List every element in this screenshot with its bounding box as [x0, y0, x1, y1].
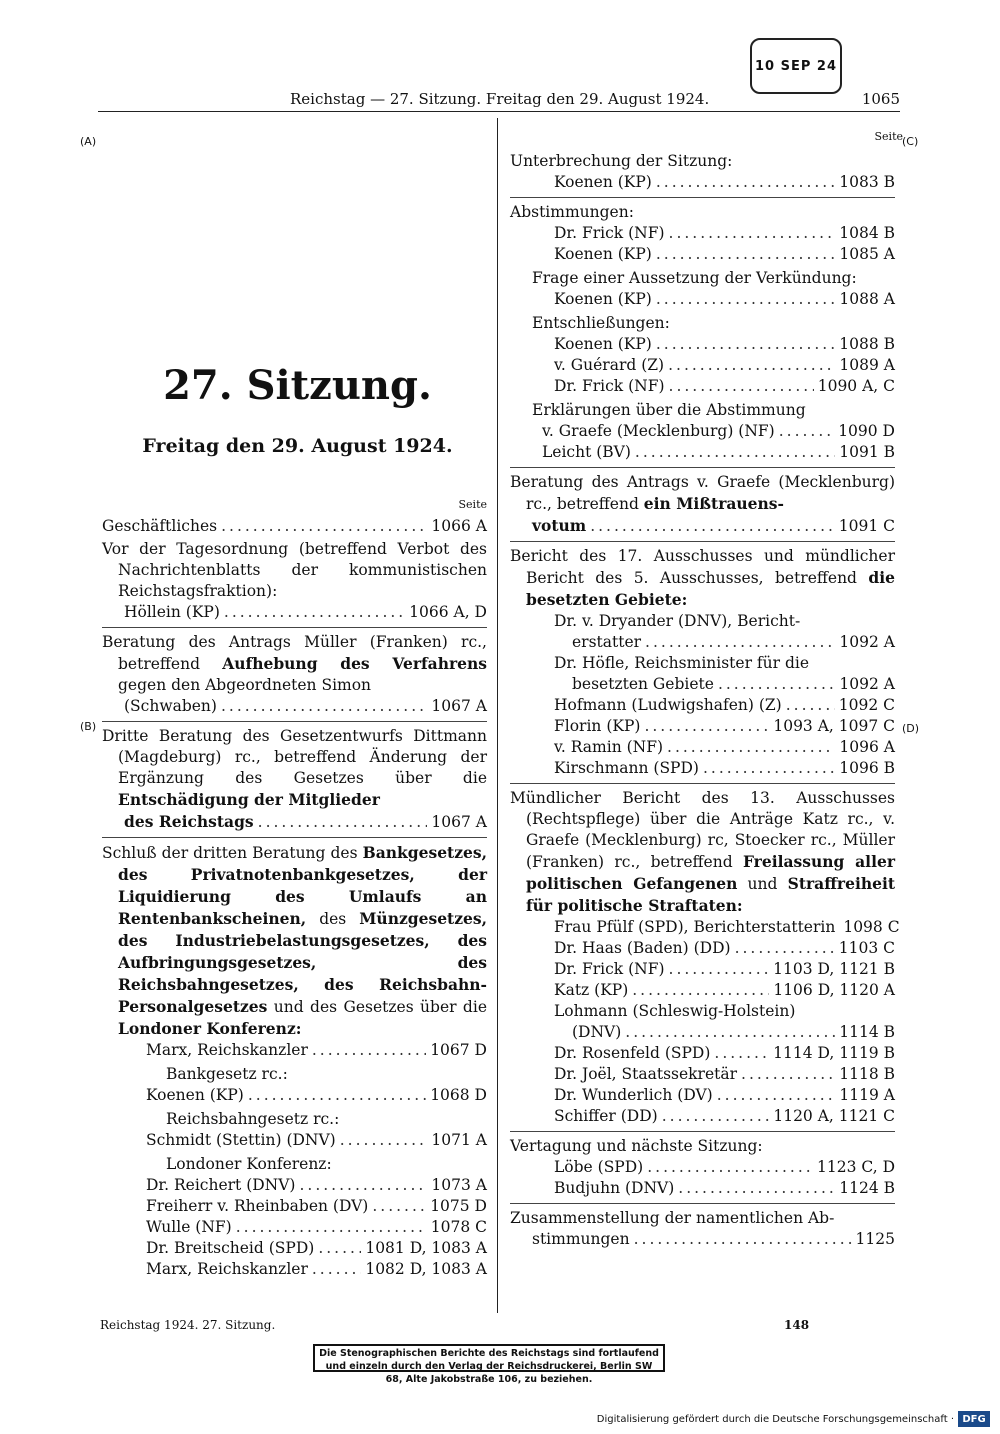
seite-label: Seite [874, 130, 903, 143]
session-date: Freitag den 29. August 1924. [142, 435, 453, 457]
page-number: 1065 [861, 90, 900, 108]
toc-section: Dritte Beratung des Gesetzentwurfs Dittmann (Magdeburg) rc., betreffend Änderung der Ergänzung des Gesetzes über die Entschädigung der Mitglieder [102, 727, 487, 809]
toc-entry: (DNV) ..... 1114 B [510, 1022, 895, 1043]
toc-subheading: Erklärungen über die Abstimmung [532, 401, 806, 419]
toc-entry-line: Dr. Höfle, Reichsminister für die [554, 654, 810, 672]
toc-entry: Wulle (NF) ..... 1078 C [102, 1217, 487, 1238]
toc-entry: Florin (KP) ..... 1093 A, 1097 C [510, 716, 895, 737]
toc-entry-line: Dr. v. Dryander (DNV), Bericht- [554, 612, 801, 630]
toc-entry: erstatter ..... 1092 A [510, 632, 895, 653]
digitization-credit: Digitalisierung gefördert durch die Deutsche Forschungsgemeinschaft · [596, 1414, 954, 1425]
toc-entry: Schmidt (Stettin) (DNV) ..... 1071 A [102, 1130, 487, 1151]
toc-entry: des Reichstags ..... 1067 A [102, 811, 487, 833]
toc-entry: besetzten Gebiete ..... 1092 A [510, 674, 895, 695]
divider [510, 783, 895, 784]
toc-entry: Frau Pfülf (SPD), Berichterstatterin 1098 C [554, 918, 900, 936]
toc-heading: Abstimmungen: [510, 203, 634, 221]
toc-heading: Vertagung und nächste Sitzung: [510, 1137, 763, 1155]
toc-section: Bericht des 17. Ausschusses und mündlicher Bericht des 5. Ausschusses, betreffend die besetzten Gebiete: [510, 547, 895, 609]
toc-entry: Hofmann (Ludwigshafen) (Z) ..... 1092 C [510, 695, 895, 716]
toc-entry: Koenen (KP) ..... 1085 A [510, 244, 895, 265]
toc-heading: Unterbrechung der Sitzung: [510, 152, 733, 170]
margin-marker-a: (A) [80, 135, 97, 148]
toc-entry: Dr. Frick (NF) ..... 1084 B [510, 223, 895, 244]
divider [510, 197, 895, 198]
toc-entry: Schiffer (DD) ..... 1120 A, 1121 C [510, 1106, 895, 1127]
toc-section: Beratung des Antrags v. Graefe (Mecklenburg) rc., betreffend ein Mißtrauens- [510, 473, 895, 513]
divider [510, 541, 895, 542]
divider [510, 1203, 895, 1204]
divider [102, 837, 487, 838]
footer-signature: Reichstag 1924. 27. Sitzung. [100, 1318, 276, 1332]
toc-entry: Budjuhn (DNV) ..... 1124 B [510, 1178, 895, 1199]
toc-entry: v. Graefe (Mecklenburg) (NF) ..... 1090 D [510, 421, 895, 442]
toc-entry: v. Ramin (NF) ..... 1096 A [510, 737, 895, 758]
divider [510, 1131, 895, 1132]
toc-entry: Dr. Frick (NF) ..... 1090 A, C [510, 376, 895, 397]
dfg-logo: DFG [958, 1411, 990, 1427]
toc-entry: (Schwaben) ..... 1067 A [102, 696, 487, 717]
toc-subheading: Bankgesetz rc.: [166, 1065, 288, 1083]
toc-subheading: Frage einer Aussetzung der Verkündung: [532, 269, 857, 287]
toc-subheading: Reichsbahngesetz rc.: [166, 1110, 340, 1128]
toc-entry: votum ..... 1091 C [510, 515, 895, 537]
toc-entry: stimmungen ..... 1125 [510, 1229, 895, 1250]
divider [510, 467, 895, 468]
toc-heading: Zusammenstellung der namentlichen Ab- [510, 1209, 835, 1227]
toc-entry: Katz (KP) ..... 1106 D, 1120 A [510, 980, 895, 1001]
toc-entry: Freiherr v. Rheinbaben (DV) ..... 1075 D [102, 1196, 487, 1217]
toc-entry: Marx, Reichskanzler ..... 1082 D, 1083 A [102, 1259, 487, 1280]
toc-left-column [102, 498, 487, 1280]
margin-marker-c: (C) [902, 135, 919, 148]
running-head-text: Reichstag — 27. Sitzung. Freitag den 29. August 1924. [290, 90, 710, 108]
divider [102, 721, 487, 722]
toc-entry: Dr. Frick (NF) ..... 1103 D, 1121 B [510, 959, 895, 980]
toc-entry: Kirschmann (SPD) ..... 1096 B [510, 758, 895, 779]
toc-entry: Dr. Wunderlich (DV) ..... 1119 A [510, 1085, 895, 1106]
archive-date-stamp: 10 SEP 24 [750, 38, 842, 94]
publisher-notice: Die Stenographischen Berichte des Reichstags sind fortlaufend und einzeln durch den Verlag der Reichsdruckerei, Berlin SW 68, Alte Jakobstraße 106, zu beziehen. [313, 1344, 665, 1372]
toc-entry: Dr. Haas (Baden) (DD) ..... 1103 C [510, 938, 895, 959]
session-title: 27. Sitzung. [163, 362, 432, 409]
margin-marker-b: (B) [80, 720, 97, 733]
toc-entry: Koenen (KP) ..... 1083 B [510, 172, 895, 193]
toc-entry: Koenen (KP) ..... 1088 B [510, 334, 895, 355]
header-rule [98, 111, 900, 112]
toc-entry: Leicht (BV) ..... 1091 B [510, 442, 895, 463]
toc-entry: Dr. Rosenfeld (SPD) ..... 1114 D, 1119 B [510, 1043, 895, 1064]
toc-section: Vor der Tagesordnung (betreffend Verbot des Nachrichtenblatts der kommunistischen Reichstagsfraktion): [102, 540, 487, 600]
toc-right-column [510, 130, 903, 1250]
toc-entry: Koenen (KP) ..... 1088 A [510, 289, 895, 310]
sheet-number: 148 [784, 1318, 810, 1332]
toc-section: Beratung des Antrags Müller (Franken) rc., betreffend Aufhebung des Verfahrens gegen den Abgeordneten Simon [102, 633, 487, 694]
toc-entry: Höllein (KP) ..... 1066 A, D [102, 602, 487, 623]
toc-entry-line: Lohmann (Schleswig-Holstein) [554, 1002, 796, 1020]
margin-marker-d: (D) [902, 722, 920, 735]
toc-entry: Löbe (SPD) ..... 1123 C, D [510, 1157, 895, 1178]
toc-entry: Koenen (KP) ..... 1068 D [102, 1085, 487, 1106]
toc-entry: Marx, Reichskanzler ..... 1067 D [102, 1040, 487, 1061]
toc-subheading: Londoner Konferenz: [166, 1155, 332, 1173]
divider [102, 627, 487, 628]
column-divider [497, 118, 498, 1313]
toc-subheading: Entschließungen: [532, 314, 670, 332]
toc-section: Schluß der dritten Beratung des Bankgesetzes, des Privatnotenbankgesetzes, der Liquidierung des Umlaufs an Rentenbankscheinen, des Münzgesetzes, des Industriebelastungsgesetzes, des Aufbringungsgesetzes, des Reichsbahngesetzes, des Reichsbahn-Personalgesetzes und des Gesetzes über die Londoner Konferenz: [102, 843, 487, 1038]
toc-section: Mündlicher Bericht des 13. Ausschusses (Rechtspflege) über die Anträge Katz rc., v. Graefe (Mecklenburg) rc, Stoecker rc., Müller (Franken) rc., betreffend Freilassung aller politischen Gefangenen und Straffreiheit für politische Straftaten: [510, 789, 896, 915]
toc-entry: Dr. Breitscheid (SPD) ..... 1081 D, 1083 A [102, 1238, 487, 1259]
toc-entry: Dr. Joël, Staatssekretär ..... 1118 B [510, 1064, 895, 1085]
toc-entry: Geschäftliches ..... 1066 A [102, 516, 487, 537]
seite-label: Seite [458, 498, 487, 511]
toc-entry: v. Guérard (Z) ..... 1089 A [510, 355, 895, 376]
toc-entry: Dr. Reichert (DNV) ..... 1073 A [102, 1175, 487, 1196]
